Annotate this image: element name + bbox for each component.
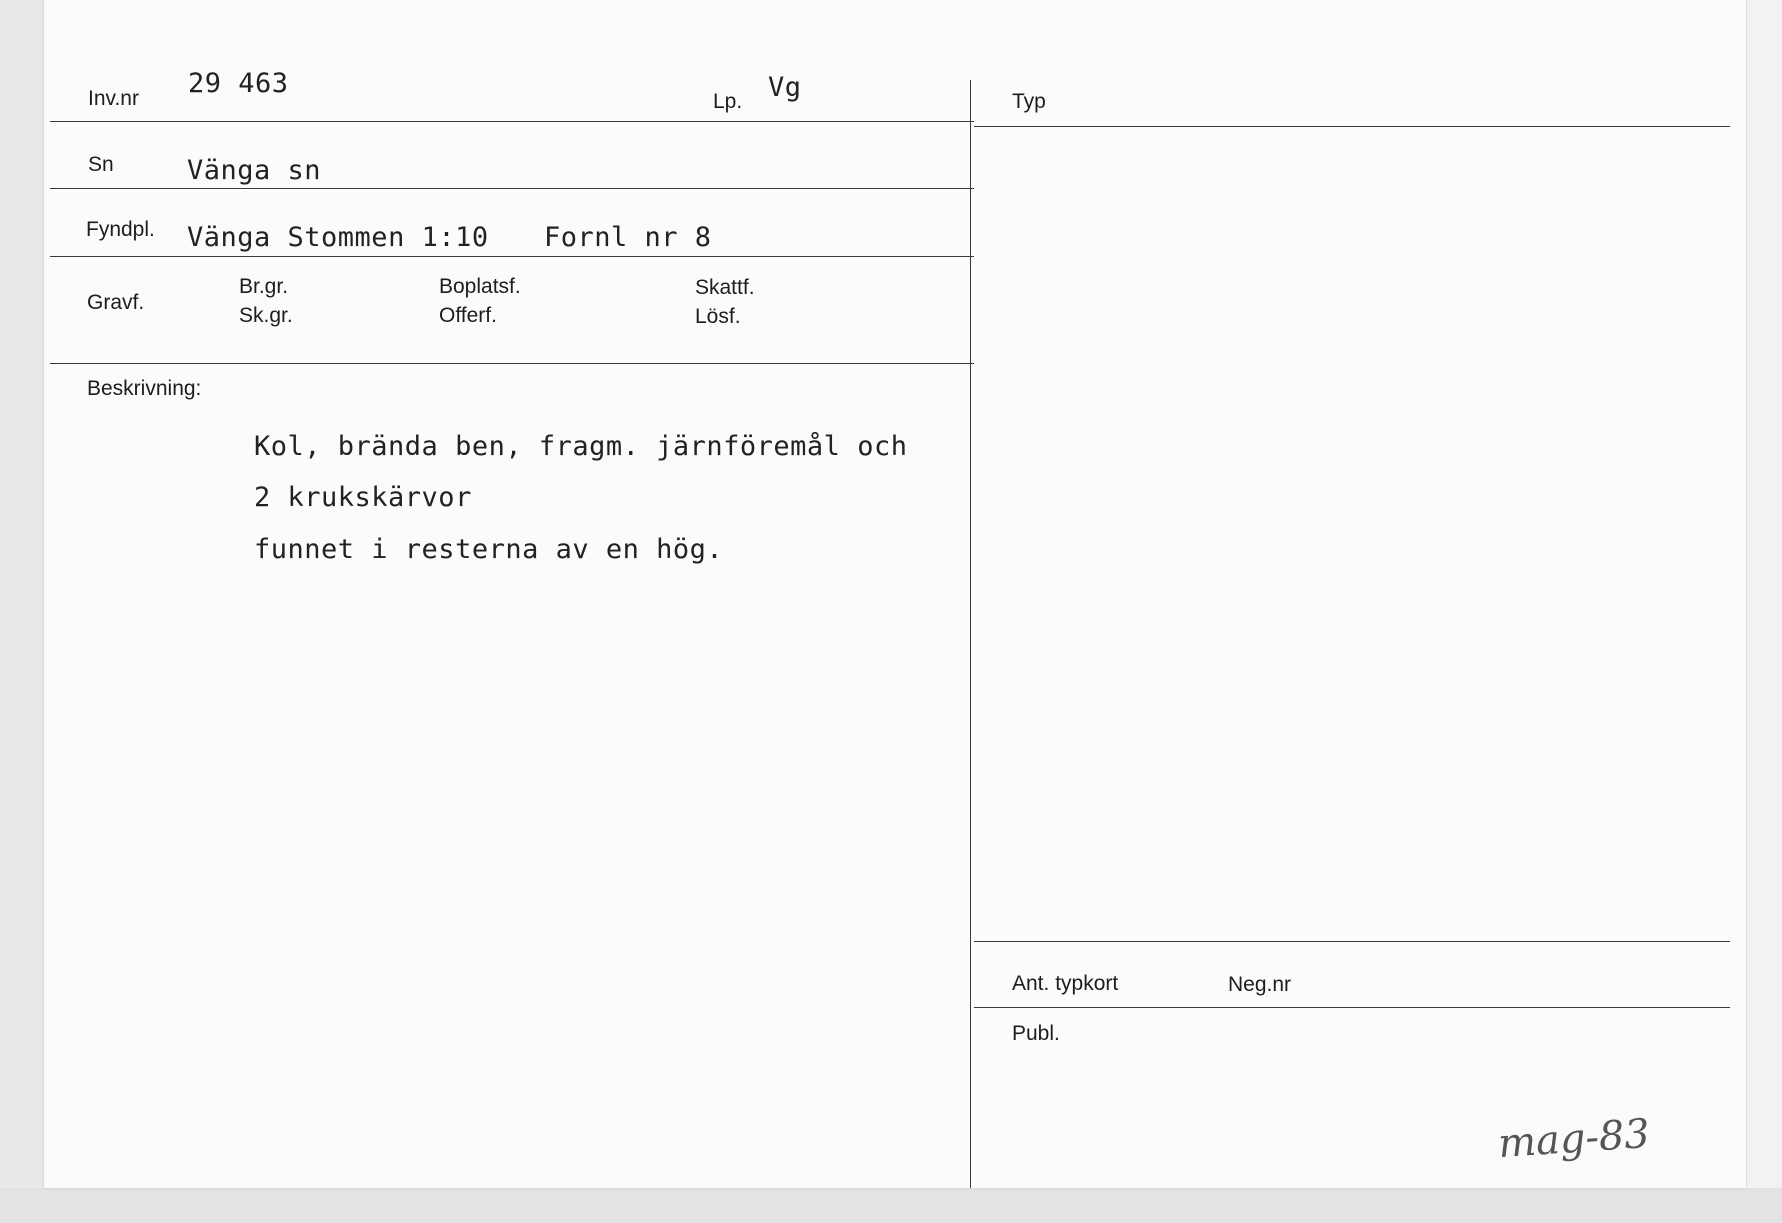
divider-typ — [974, 126, 1730, 127]
fyndpl-place-value: Vänga Stommen 1:10 — [187, 222, 489, 253]
sn-value: Vänga sn — [187, 155, 322, 186]
divider-gravf-row — [50, 363, 974, 364]
lp-label: Lp. — [713, 90, 743, 113]
description-line-3: funnet i resterna av en hög. — [254, 534, 724, 565]
divider-publ-top — [974, 1007, 1730, 1008]
neg-nr-label: Neg.nr — [1228, 973, 1292, 996]
offerf-label: Offerf. — [439, 304, 497, 327]
losf-label: Lösf. — [695, 305, 741, 328]
fyndpl-label: Fyndpl. — [86, 218, 155, 241]
catalog-card — [44, 0, 1746, 1188]
divider-ant-typkort-top — [974, 941, 1730, 942]
description-line-1: Kol, brända ben, fragm. järnföremål och — [254, 431, 908, 462]
sk-gr-label: Sk.gr. — [239, 304, 293, 327]
skattf-label: Skattf. — [695, 276, 755, 299]
typ-label: Typ — [1012, 90, 1046, 113]
br-gr-label: Br.gr. — [239, 275, 289, 298]
divider-inv-row — [50, 121, 974, 122]
divider-sn-row — [50, 188, 974, 189]
sn-label: Sn — [88, 153, 114, 176]
background-right — [1746, 0, 1782, 1223]
gravf-label: Gravf. — [87, 291, 145, 314]
boplatsf-label: Boplatsf. — [439, 275, 521, 298]
ant-typkort-label: Ant. typkort — [1012, 972, 1119, 995]
publ-label: Publ. — [1012, 1022, 1060, 1045]
inv-nr-label: Inv.nr — [88, 87, 139, 110]
divider-fyndpl-row — [50, 256, 974, 257]
handwritten-note: mag-83 — [1496, 1110, 1652, 1168]
column-divider — [970, 80, 971, 1188]
inv-nr-value: 29 463 — [188, 68, 289, 99]
lp-value: Vg — [768, 72, 802, 103]
background-bottom — [0, 1188, 1782, 1223]
beskrivning-label: Beskrivning: — [87, 377, 202, 400]
fyndpl-fornl-value: Fornl nr 8 — [544, 222, 712, 253]
description-line-2: 2 krukskärvor — [254, 482, 472, 513]
